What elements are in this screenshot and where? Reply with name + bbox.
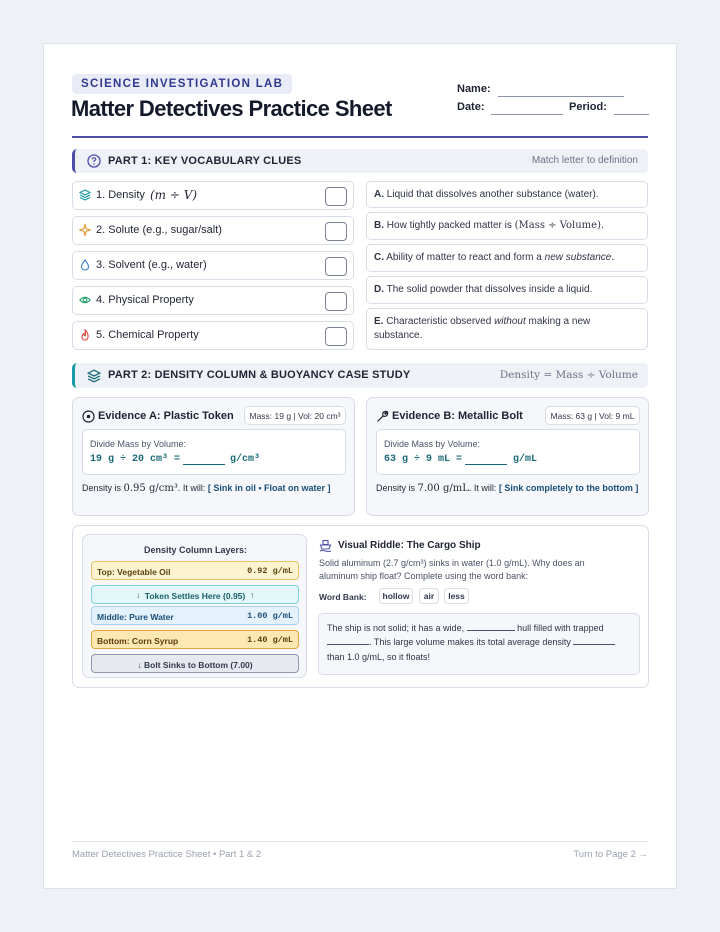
layer-syrup bbox=[91, 630, 299, 649]
vocab-term-label: 4. Physical Property bbox=[96, 294, 194, 306]
evidence-b-badge: Mass: 63 g | Vol: 9 mL bbox=[545, 406, 640, 425]
vocab-term-1 bbox=[72, 181, 354, 210]
word-bank-label: Word Bank: bbox=[319, 592, 367, 602]
calc-answer-blank[interactable] bbox=[183, 464, 225, 465]
vocab-term-4 bbox=[72, 286, 354, 315]
definition-letter: E. bbox=[374, 316, 384, 327]
evidence-a-title: Evidence A: Plastic Token bbox=[98, 410, 234, 422]
flame-icon bbox=[79, 329, 91, 341]
vocab-term-label: 3. Solvent (e.g., water) bbox=[96, 259, 207, 271]
blank-2[interactable] bbox=[327, 644, 369, 645]
part1-title: PART 1: KEY VOCABULARY CLUES bbox=[108, 155, 302, 167]
answer-box-4[interactable] bbox=[325, 292, 347, 311]
vocab-term-label: 2. Solute (e.g., sugar/salt) bbox=[96, 224, 222, 236]
riddle-intro bbox=[319, 557, 585, 583]
density-column bbox=[82, 534, 307, 678]
calc-unit: g/mL bbox=[513, 454, 538, 465]
result-value: 0.95 g/cm³ bbox=[123, 483, 178, 494]
layer-water bbox=[91, 606, 299, 625]
definition-emphasis: new substance bbox=[544, 252, 612, 263]
word-chip-hollow[interactable]: hollow bbox=[379, 588, 413, 604]
arrow-down-icon: ↓ bbox=[136, 590, 141, 600]
calc-answer-blank[interactable] bbox=[465, 464, 507, 465]
calc-expression: 19 g ÷ 20 cm³ = bbox=[90, 454, 181, 465]
target-icon bbox=[82, 410, 95, 423]
token-position bbox=[91, 585, 299, 604]
calc-unit: g/cm³ bbox=[230, 454, 261, 465]
name-label: Name: bbox=[457, 83, 491, 95]
eye-icon bbox=[79, 294, 91, 306]
definition-letter: D. bbox=[374, 284, 384, 295]
evidence-a-badge: Mass: 19 g | Vol: 20 cm³ bbox=[244, 406, 346, 425]
evidence-a-card bbox=[72, 397, 355, 516]
definition-text-end: making a new substance. bbox=[374, 316, 591, 341]
bolt-label-row bbox=[92, 660, 298, 670]
riddle-title: Visual Riddle: The Cargo Ship bbox=[338, 540, 481, 551]
layer-label: Middle: Pure Water bbox=[97, 612, 174, 622]
bolt-position bbox=[91, 654, 299, 673]
arrow-up-icon: ↑ bbox=[250, 590, 255, 600]
worksheet-page bbox=[43, 43, 677, 889]
evidence-b-calc-box bbox=[376, 429, 640, 475]
question-icon bbox=[87, 154, 101, 168]
riddle-intro-line-1: Solid aluminum (2.7 g/cm³) sinks in water (1.0 g/mL). Why does an bbox=[319, 558, 585, 568]
calc-prompt: Divide Mass by Volume: bbox=[384, 439, 481, 449]
sentence-line-2 bbox=[327, 637, 615, 647]
evidence-b-result bbox=[376, 482, 644, 495]
sentence-text: . This large volume makes its total average density bbox=[369, 637, 571, 647]
definition-letter: A. bbox=[374, 189, 384, 200]
definition-text: Ability of matter to react and form a bbox=[386, 252, 545, 263]
droplet-icon bbox=[79, 259, 91, 271]
result-value: 7.00 g/mL bbox=[417, 483, 469, 494]
definition-text-end: . bbox=[611, 252, 615, 263]
ship-icon bbox=[319, 539, 332, 552]
vocab-term-5 bbox=[72, 321, 354, 350]
answer-box-1[interactable] bbox=[325, 187, 347, 206]
answer-box-3[interactable] bbox=[325, 257, 347, 276]
case-study-card bbox=[72, 525, 649, 688]
part2-header bbox=[72, 363, 648, 388]
definition-formula: (Mass ÷ Volume). bbox=[514, 220, 605, 231]
sparkle-icon bbox=[79, 224, 91, 236]
layers-icon bbox=[79, 189, 91, 201]
riddle-intro-line-2: aluminum ship float? Complete using the word bank: bbox=[319, 571, 529, 581]
definition-b bbox=[366, 212, 648, 240]
layer-oil bbox=[91, 561, 299, 580]
page-title: Matter Detectives Practice Sheet bbox=[71, 96, 392, 121]
header-divider bbox=[72, 136, 648, 138]
bolt-label: Bolt Sinks to Bottom (7.00) bbox=[144, 660, 253, 670]
calc-expression: 63 g ÷ 9 mL = bbox=[384, 454, 463, 465]
part2-title: PART 2: DENSITY COLUMN & BUOYANCY CASE STUDY bbox=[108, 369, 411, 381]
footer-divider bbox=[72, 841, 648, 842]
definition-letter: C. bbox=[374, 252, 384, 263]
answer-box-2[interactable] bbox=[325, 222, 347, 241]
calc-prompt: Divide Mass by Volume: bbox=[90, 439, 187, 449]
wrench-icon bbox=[376, 410, 389, 423]
evidence-b-card bbox=[366, 397, 649, 516]
definition-letter: B. bbox=[374, 220, 384, 231]
density-column-title: Density Column Layers: bbox=[143, 545, 248, 555]
vocab-term-2 bbox=[72, 216, 354, 245]
layer-density: 0.92 g/mL bbox=[247, 566, 293, 576]
layer-label: Top: Vegetable Oil bbox=[97, 567, 171, 577]
token-label: Token Settles Here (0.95) bbox=[144, 591, 246, 601]
evidence-a-calc-box bbox=[82, 429, 346, 475]
vocab-term-label: 5. Chemical Property bbox=[96, 329, 199, 341]
result-mid: . It will: bbox=[177, 483, 208, 493]
result-mid: . It will: bbox=[468, 483, 499, 493]
definition-c bbox=[366, 244, 648, 272]
vocab-term-3 bbox=[72, 251, 354, 280]
layer-label: Bottom: Corn Syrup bbox=[97, 636, 179, 646]
definition-a bbox=[366, 181, 648, 208]
riddle-sentence-box bbox=[318, 613, 640, 675]
arrow-down-icon: ↓ bbox=[137, 660, 144, 670]
name-field[interactable] bbox=[498, 96, 624, 97]
period-field[interactable] bbox=[614, 114, 649, 115]
blank-3[interactable] bbox=[573, 644, 615, 645]
part1-header bbox=[72, 149, 648, 173]
word-chip-air[interactable]: air bbox=[419, 588, 439, 604]
layer-density: 1.00 g/mL bbox=[247, 611, 293, 621]
part2-formula: Density = Mass ÷ Volume bbox=[499, 369, 638, 381]
layers-icon bbox=[87, 369, 101, 383]
result-answer: [ Sink in oil • Float on water ] bbox=[207, 483, 331, 493]
result-prefix: Density is bbox=[376, 483, 418, 493]
vocab-term-label: 1. Density bbox=[96, 189, 145, 201]
layer-density: 1.40 g/mL bbox=[247, 635, 293, 645]
part1-hint: Match letter to definition bbox=[531, 155, 638, 166]
date-label: Date: bbox=[457, 101, 485, 113]
sentence-line-3: than 1.0 g/mL, so it floats! bbox=[327, 652, 431, 662]
definition-text: How tightly packed matter is bbox=[386, 220, 515, 231]
definition-d bbox=[366, 276, 648, 304]
definition-text: Characteristic observed bbox=[386, 316, 495, 327]
definition-e bbox=[366, 308, 648, 350]
result-answer: [ Sink completely to the bottom ] bbox=[498, 483, 639, 493]
date-field[interactable] bbox=[491, 114, 563, 115]
sentence-text: hull filled with trapped bbox=[517, 623, 604, 633]
footer-title: Matter Detectives Practice Sheet • Part 1 & 2 bbox=[72, 849, 262, 860]
answer-box-5[interactable] bbox=[325, 327, 347, 346]
lab-tag: SCIENCE INVESTIGATION LAB bbox=[72, 74, 292, 94]
result-prefix: Density is bbox=[82, 483, 124, 493]
word-chip-less[interactable]: less bbox=[444, 588, 469, 604]
evidence-a-result bbox=[82, 482, 350, 495]
definition-emphasis: without bbox=[494, 316, 526, 327]
blank-1[interactable] bbox=[467, 630, 515, 631]
density-formula: (m ÷ V) bbox=[150, 188, 198, 202]
evidence-b-title: Evidence B: Metallic Bolt bbox=[392, 410, 523, 422]
period-label: Period: bbox=[569, 101, 607, 113]
definition-text: The solid powder that dissolves inside a liquid. bbox=[386, 284, 593, 295]
sentence-text: The ship is not solid; it has a wide, bbox=[327, 623, 465, 633]
definition-text: Liquid that dissolves another substance (water). bbox=[386, 189, 599, 200]
sentence-line-1 bbox=[327, 623, 604, 633]
next-page-link[interactable]: Turn to Page 2 → bbox=[573, 849, 648, 860]
